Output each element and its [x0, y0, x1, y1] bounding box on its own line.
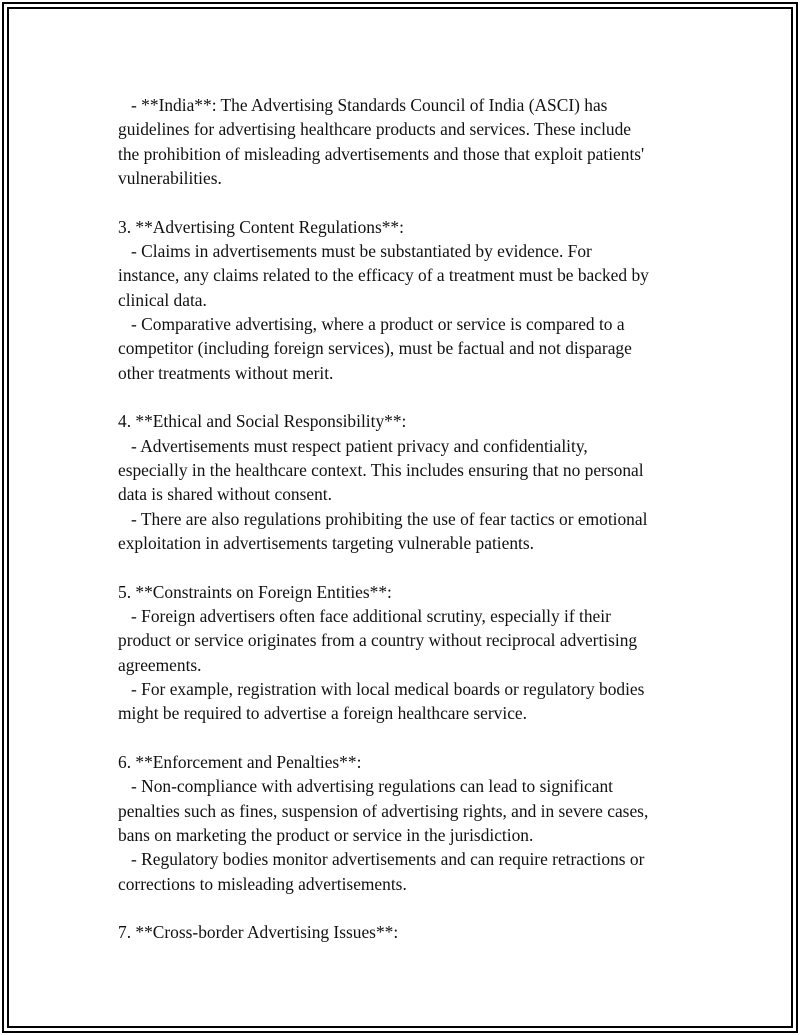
text-line: 6. **Enforcement and Penalties**: [118, 751, 362, 772]
text-line: 3. **Advertising Content Regulations**: [118, 216, 404, 237]
text-line: - **India**: The Advertising Standards Council of India (ASCI) has [118, 95, 608, 115]
text-line: - Comparative advertising, where a product or service is compared to a [118, 313, 625, 334]
text-line: - Regulatory bodies monitor advertisements and can require retractions or [118, 849, 645, 870]
document-body [118, 93, 698, 944]
text-line: especially in the healthcare context. This includes ensuring that no personal [118, 459, 644, 480]
text-line: might be required to advertise a foreign healthcare service. [118, 703, 527, 724]
text-line: agreements. [118, 654, 202, 675]
text-line: - Advertisements must respect patient privacy and confidentiality, [118, 435, 588, 456]
blank-line [118, 726, 698, 750]
text-line: 4. **Ethical and Social Responsibility**: [118, 411, 407, 432]
blank-line [118, 555, 698, 579]
text-line: other treatments without merit. [118, 362, 334, 383]
text-line: guidelines for advertising healthcare products and services. These include [118, 119, 632, 140]
text-line: bans on marketing the product or service in the jurisdiction. [118, 824, 534, 845]
text-line: exploitation in advertisements targeting vulnerable patients. [118, 532, 534, 553]
blank-line [118, 190, 698, 214]
text-line: - Foreign advertisers often face additional scrutiny, especially if their [118, 605, 611, 626]
text-line: instance, any claims related to the efficacy of a treatment must be backed by [118, 265, 649, 286]
text-line: corrections to misleading advertisements. [118, 873, 407, 894]
text-line: 5. **Constraints on Foreign Entities**: [118, 581, 392, 602]
text-line: - For example, registration with local medical boards or regulatory bodies [118, 678, 645, 699]
text-line: - There are also regulations prohibiting the use of fear tactics or emotional [118, 508, 648, 529]
text-line: 7. **Cross-border Advertising Issues**: [118, 922, 399, 943]
blank-line [118, 385, 698, 409]
text-line: - Claims in advertisements must be substantiated by evidence. For [118, 240, 592, 261]
text-line: data is shared without consent. [118, 484, 332, 505]
text-line: penalties such as fines, suspension of advertising rights, and in severe cases, [118, 800, 649, 821]
text-line: the prohibition of misleading advertisements and those that exploit patients' [118, 143, 645, 164]
blank-line [118, 896, 698, 920]
text-line: clinical data. [118, 289, 207, 310]
text-line: product or service originates from a country without reciprocal advertising [118, 630, 638, 651]
text-line: - Non-compliance with advertising regulations can lead to significant [118, 776, 614, 797]
text-line: vulnerabilities. [118, 167, 222, 188]
text-line: competitor (including foreign services), must be factual and not disparage [118, 338, 632, 359]
